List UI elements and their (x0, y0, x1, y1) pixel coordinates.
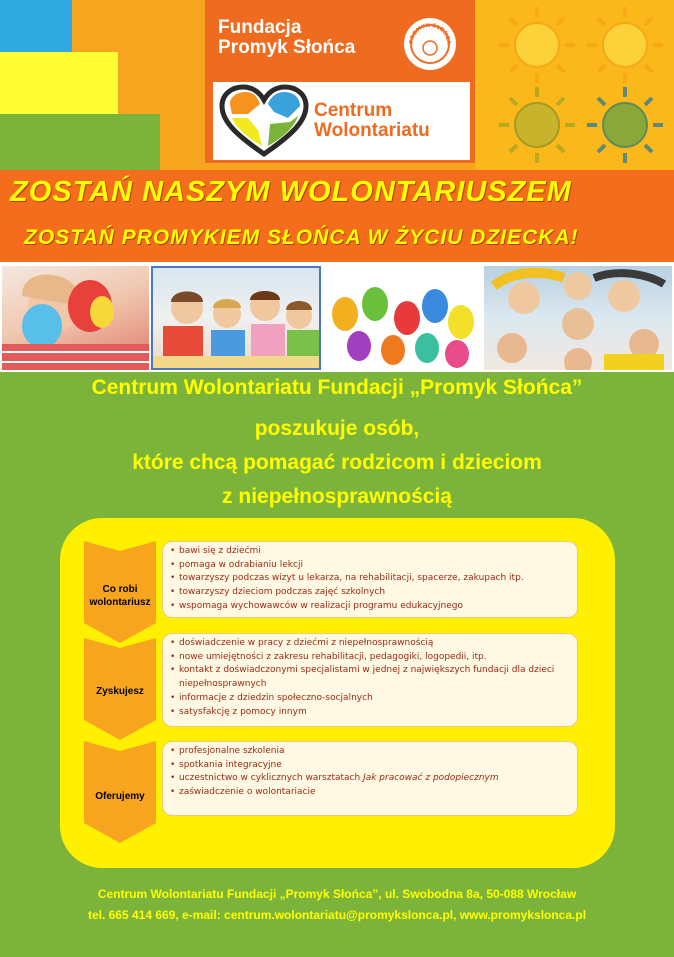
blue-block (0, 0, 72, 52)
workshop-title: Jak pracować z podopiecznym (363, 773, 499, 784)
list-item: • spotkania integracyjne (179, 759, 571, 773)
section-box-3 (162, 741, 578, 816)
footer-contact: tel. 665 414 669, e-mail: centrum.wolontariatu@promykslonca.pl, www.promykslonca.pl (87, 908, 587, 922)
banner-subheadline: ZOSTAŃ PROMYKIEM SŁOŃCA W ŻYCIU DZIECKA! (24, 226, 579, 249)
intro-line-4: z niepełnosprawnością (222, 485, 452, 508)
orange-block-3 (160, 114, 205, 170)
banner-headline: ZOSTAŃ NASZYM WOLONTARIUSZEM (10, 176, 572, 208)
list-item: • towarzyszy podczas wizyt u lekarza, na rehabilitacji, spacerze, zakupach itp. (179, 572, 571, 586)
seal-lettering (404, 18, 456, 70)
list-item-workshop: • uczestnictwo w cyklicznych warsztatach Jak pracować z podopiecznym (179, 772, 571, 786)
intro-line-1: Centrum Wolontariatu Fundacji „Promyk Słońca” (91, 376, 583, 399)
list-item: • nowe umiejętności z zakresu rehabilitacji, pedagogiki, logopedii, itp. (179, 651, 571, 665)
green-block (0, 114, 160, 170)
svg-text:PROMYK SŁOŃCA: PROMYK SŁOŃCA (408, 22, 452, 45)
photo-painted-hands (2, 266, 149, 370)
org-name-line2: Promyk Słońca (218, 37, 356, 58)
list-item: • informacje z dziedzin społeczno-socjalnych (179, 692, 571, 706)
footer-address: Centrum Wolontariatu Fundacji „Promyk Słońca”, ul. Swobodna 8a, 50-088 Wrocław (97, 887, 577, 901)
suns-area (475, 0, 674, 170)
orange-block-2 (118, 52, 205, 114)
list-item: • towarzyszy dzieciom podczas zajęć szkolnych (179, 586, 571, 600)
yellow-block (0, 52, 118, 114)
section-box-1 (162, 541, 578, 618)
photo-painted-palms (323, 266, 481, 370)
section-list-1 (169, 545, 571, 614)
list-item: • bawi się z dziećmi (179, 545, 571, 559)
section-box-2 (162, 633, 578, 727)
section-label-2: Zyskujesz (96, 686, 144, 697)
list-item: • pomaga w odrabianiu lekcji (179, 559, 571, 573)
list-item: • satysfakcję z pomocy innym (179, 706, 571, 720)
list-item: • profesjonalne szkolenia (179, 745, 571, 759)
section-list-2 (169, 637, 571, 719)
section-list-3 (169, 745, 571, 800)
sun-icon (499, 7, 575, 83)
sun-icon (587, 87, 663, 163)
sun-icon (587, 7, 663, 83)
list-item: • doświadczenie w pracy z dziećmi z niepełnosprawnością (179, 637, 571, 651)
centrum-line2: Wolontariatu (314, 120, 430, 141)
orange-block (72, 0, 205, 52)
section-label-1: Co robi wolontariusz (89, 584, 151, 608)
intro-line-2: poszukuje osób, (254, 417, 420, 440)
heart-logo-icon (218, 84, 310, 158)
list-item: • zaświadczenie o wolontariacie (179, 786, 571, 800)
photo-children-circle (484, 266, 672, 370)
intro-line-3: które chcą pomagać rodzicom i dzieciom (132, 451, 542, 474)
section-label-3: Oferujemy (95, 791, 145, 802)
list-item: • kontakt z doświadczonymi specjalistami w jednej z największych fundacji dla dzieci niepełnosprawnych (179, 664, 571, 691)
photo-children-table (151, 266, 321, 370)
list-item: • wspomaga wychowawców w realizacji programu edukacyjnego (179, 600, 571, 614)
centrum-line1: Centrum (314, 100, 393, 121)
sun-icon (499, 87, 575, 163)
org-name-line1: Fundacja (218, 17, 302, 38)
sun-icon-group (475, 0, 674, 170)
